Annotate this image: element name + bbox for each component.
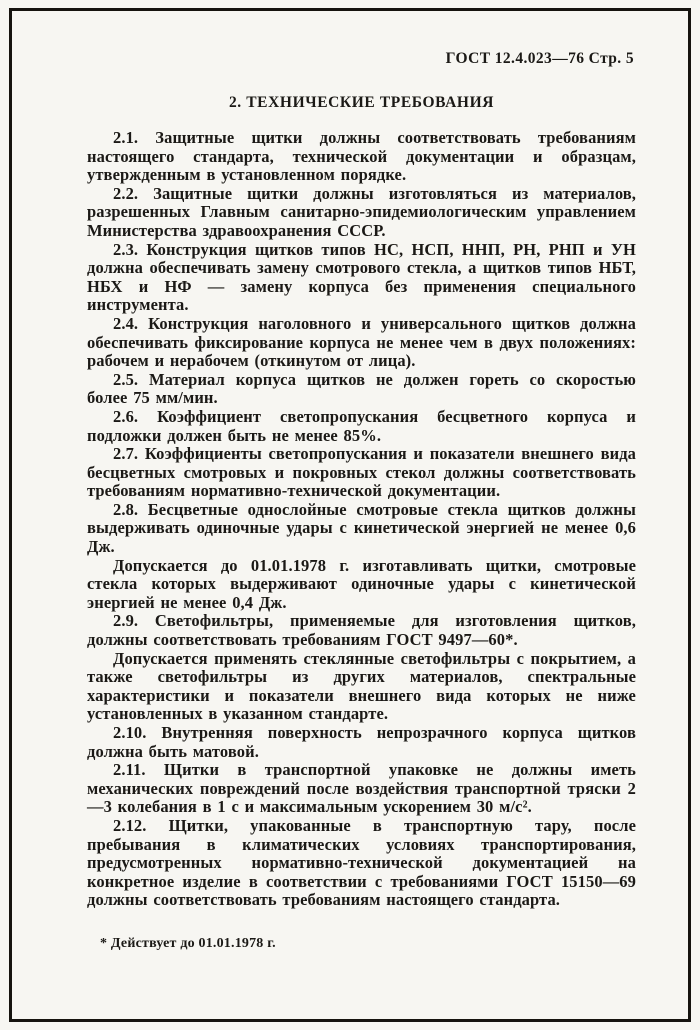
section-title: 2. ТЕХНИЧЕСКИЕ ТРЕБОВАНИЯ — [228, 94, 495, 111]
paragraph-2-4: 2.4. Конструкция наголовного и универсального щитков должна обеспечивать фиксирование корпуса не менее чем в двух положениях: рабочем и нерабочем (откинутом от лица). — [87, 313, 636, 371]
paragraph-2-11: 2.11. Щитки в транспортной упаковке не должны иметь механических повреждений после воздействия транспортной тряски 2—3 колебания в 1 с и максимальным ускорением 30 м/с². — [87, 760, 636, 817]
paragraph-2-6: 2.6. Коэффициент светопропускания бесцветного корпуса и подложки должен быть не менее 85%. — [87, 406, 636, 445]
paragraph-2-5: 2.5. Материал корпуса щитков не должен гореть со скоростью более 75 мм/мин. — [87, 369, 636, 408]
paragraph-2-12: 2.12. Щитки, упакованные в транспортную тару, после пребывания в климатических условиях транспортирования, предусмотренных нормативно-технической документацией на конкретное изделие в соответствии с требованиями ГОСТ 15150—69 должны соответствовать требованиям настоящего стандарта. — [87, 815, 636, 910]
paragraph-2-3: 2.3. Конструкция щитков типов НС, НСП, ННП, РН, РНП и УН должна обеспечивать замену смотрового стекла, а щитков типов НБТ, НБХ и НФ — замену корпуса без применения специального инструмента. — [87, 239, 636, 315]
paragraph-2-9: 2.9. Светофильтры, применяемые для изготовления щитков, должны соответствовать требованиям ГОСТ 9497—60*. — [87, 611, 636, 650]
doc-number-and-page: ГОСТ 12.4.023—76 Стр. 5 — [445, 50, 634, 67]
document-body — [87, 129, 636, 910]
paragraph-2-7: 2.7. Коэффициенты светопропускания и показатели внешнего вида бесцветных смотровых и покровных стекол должны соответствовать требованиям нормативно-технической документации. — [87, 444, 636, 501]
footnote: * Действует до 01.01.1978 г. — [100, 935, 276, 951]
paragraph-2-10: 2.10. Внутренняя поверхность непрозрачного корпуса щитков должна быть матовой. — [87, 723, 636, 761]
paragraph-2-2: 2.2. Защитные щитки должны изготовляться из материалов, разрешенных Главным санитарно-эпидемиологическим управлением Министерства здравоохранения СССР. — [87, 183, 636, 240]
paragraph-2-8: 2.8. Бесцветные однослойные смотровые стекла щитков должны выдерживать одиночные удары с кинетической энергией не менее 0,6 Дж. — [87, 499, 636, 557]
paragraph-2-8-allowance: Допускается до 01.01.1978 г. изготавливать щитки, смотровые стекла которых выдерживают одиночные удары с кинетической энергией не менее 0,4 Дж. — [87, 555, 636, 612]
paragraph-2-1: 2.1. Защитные щитки должны соответствовать требованиям настоящего стандарта, технической документации и образцам, утвержденным в установленном порядке. — [87, 128, 636, 185]
paragraph-2-9-allowance: Допускается применять стеклянные светофильтры с покрытием, а также светофильтры из других материалов, спектральные характеристики и показатели внешнего вида которых не ниже установленных в указанном стандарте. — [87, 648, 636, 724]
page-header — [87, 50, 636, 68]
page-content — [87, 50, 636, 952]
